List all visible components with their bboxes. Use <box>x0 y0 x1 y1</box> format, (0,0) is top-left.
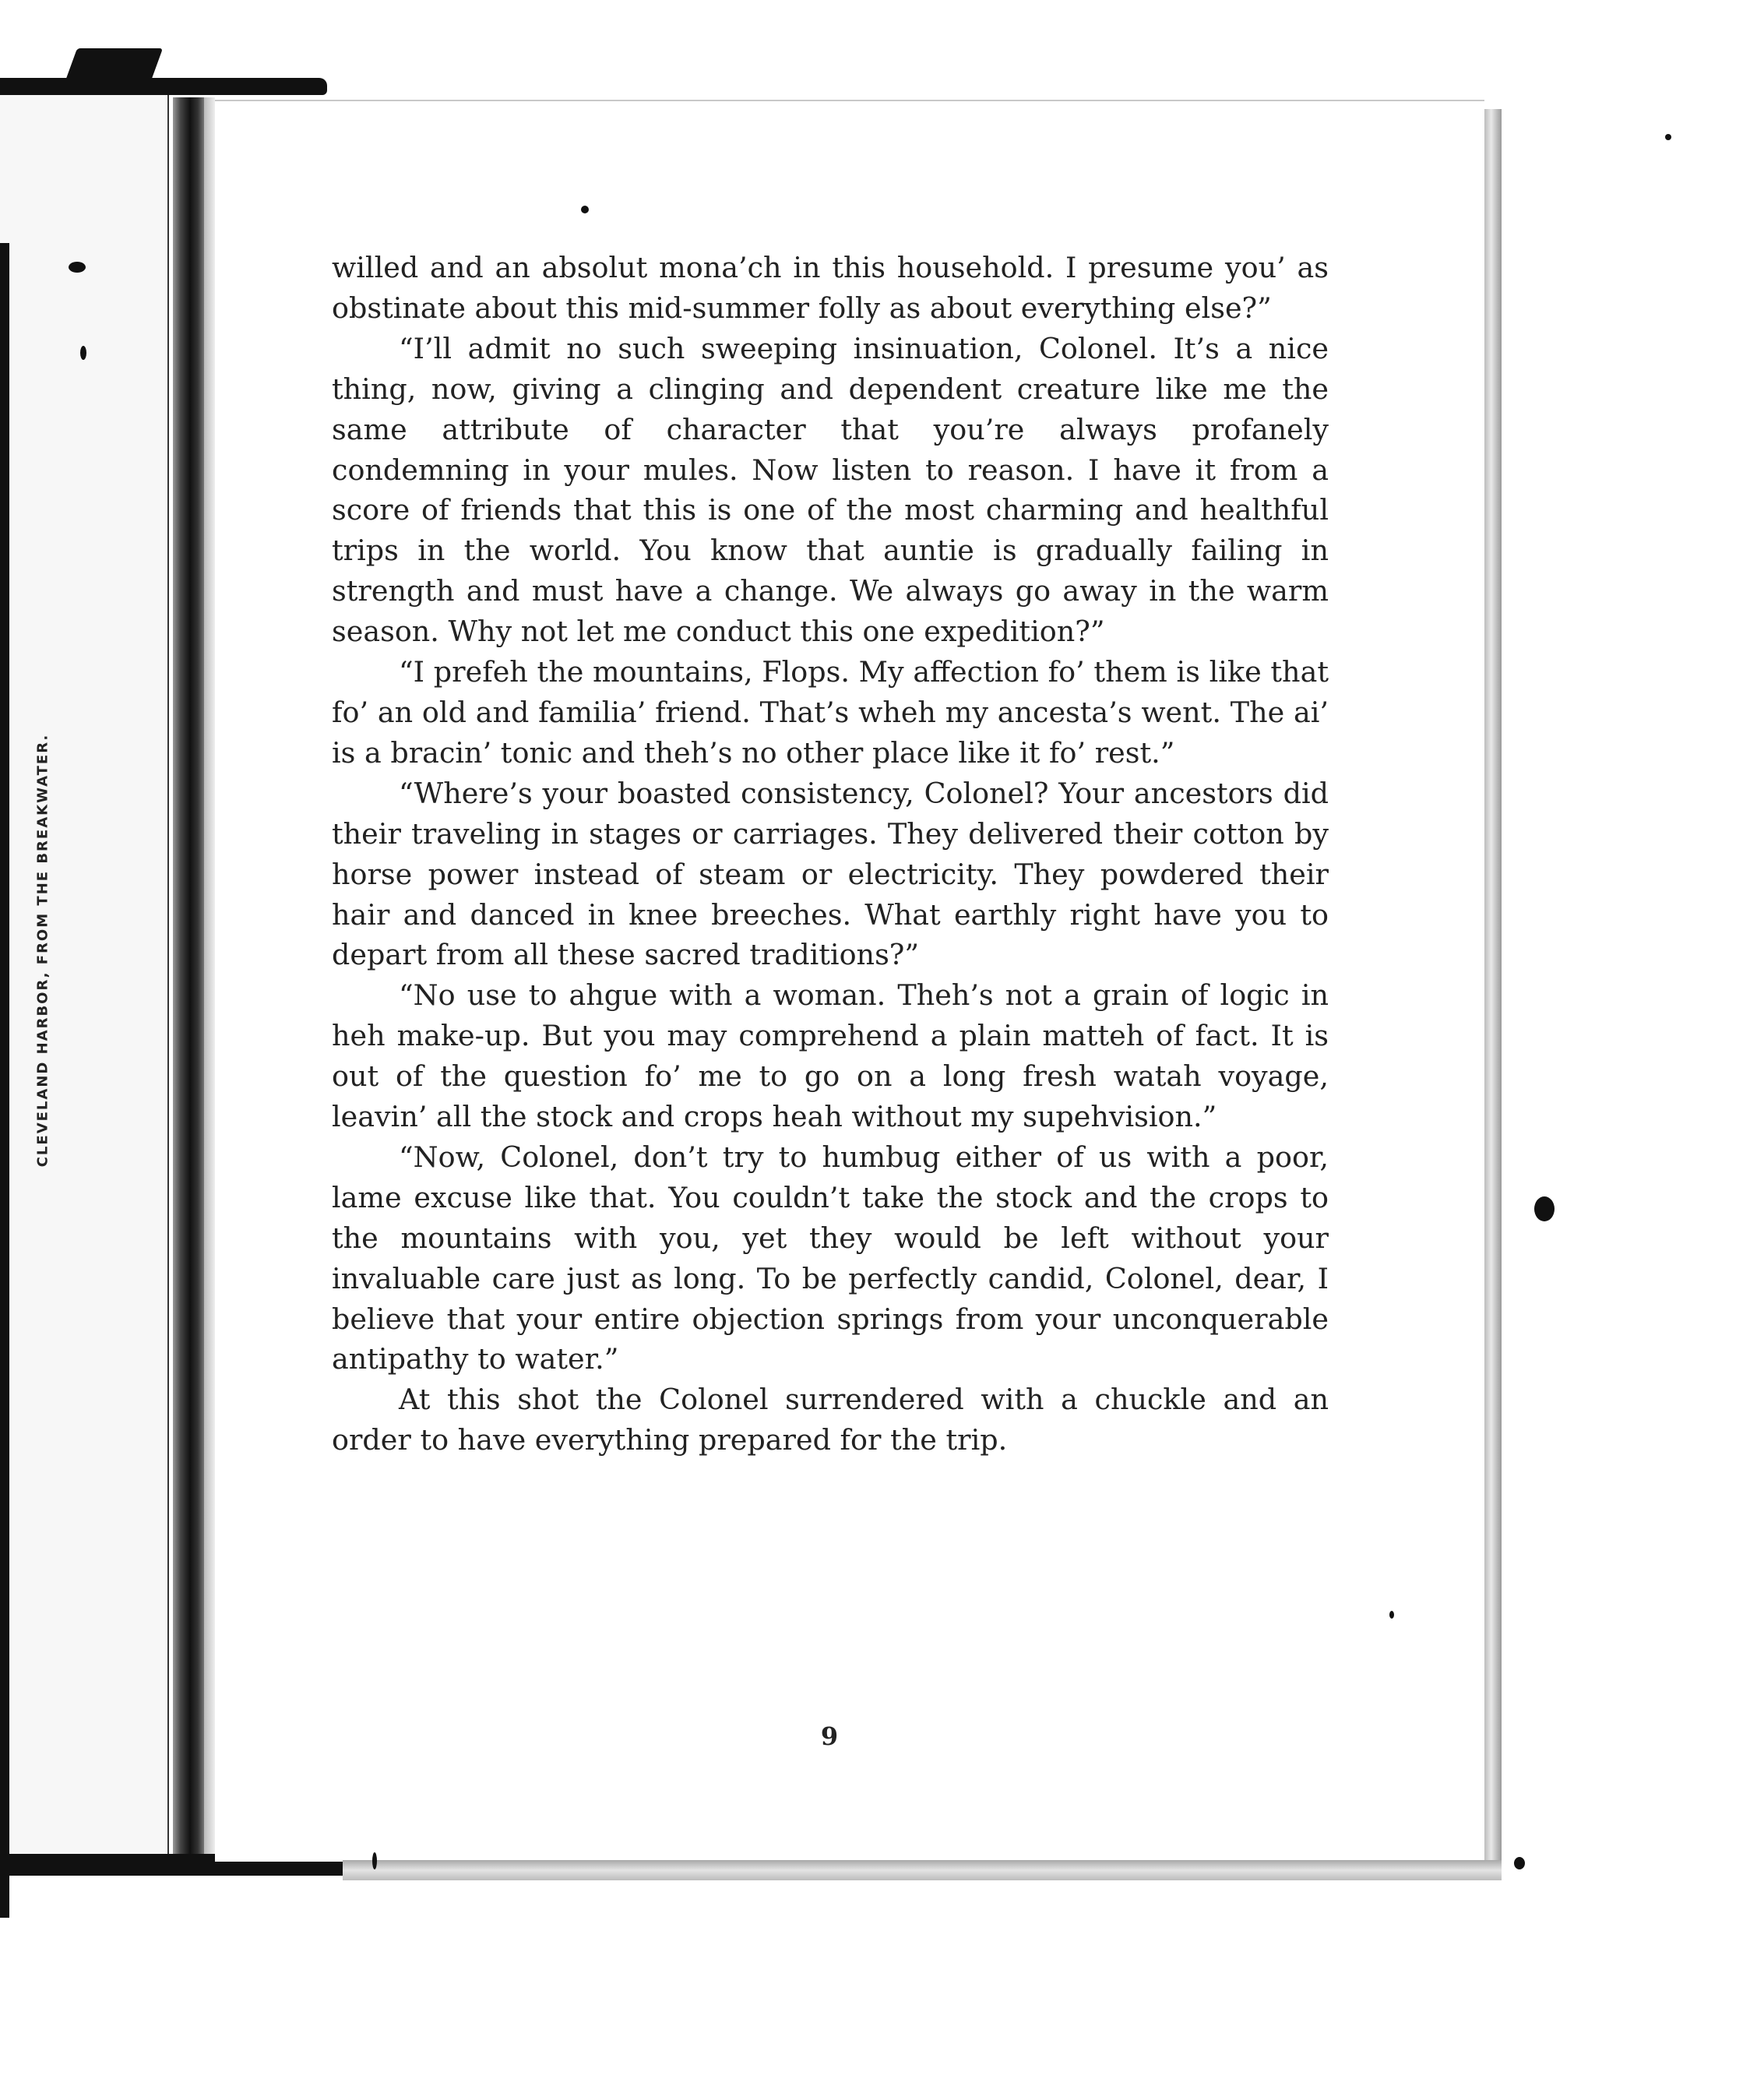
paragraph: “I prefeh the mountains, Flops. My affection fo’ them is like that fo’ an old and familia’ friend. That’s wheh my ancesta’s went. The ai’ is a bracin’ tonic and theh’s no other place like it fo’ rest.” <box>332 655 1329 770</box>
scan-speck <box>1534 1196 1555 1221</box>
scan-speck <box>1665 134 1671 140</box>
book-spine <box>173 97 204 1854</box>
facing-page-caption: CLEVELAND HARBOR, FROM THE BREAKWATER. <box>34 733 51 1168</box>
scan-speck <box>372 1852 377 1869</box>
page-edge-bottom <box>343 1860 1502 1880</box>
scan-speck <box>80 346 86 360</box>
paragraph: “No use to ahgue with a woman. Theh’s not a grain of logic in heh make-up. But you may comprehend a plain matteh of fact. It is out of the question fo’ me to go on a long fresh watah voyage, leavin’ all the stock and crops heah without my supehvision.” <box>332 978 1329 1134</box>
page-edge-right <box>1484 109 1502 1869</box>
paragraph: “I’ll admit no such sweeping insinuation, Colonel. It’s a nice thing, now, giving a clinging and dependent creature like me the same attribute of character that you’re always profanely condemning in your mules. Now listen to reason. I have it from a score of friends that this is one of the most charming and healthful trips in the world. You know that auntie is gradually failing in strength and must have a change. We always go away in the warm season. Why not let me conduct this one expedition?” <box>332 331 1329 649</box>
paragraph: “Now, Colonel, don’t try to humbug either of us with a poor, lame excuse like that. You couldn’t take the stock and the crops to the mountains with you, yet they would be left without your invaluable care just as long. To be perfectly candid, Colonel, dear, I believe that your entire objection springs from your unconquerable antipathy to water.” <box>332 1140 1329 1376</box>
scan-speck <box>69 262 86 273</box>
spine-gutter <box>204 97 215 1854</box>
binding-strip-top <box>0 78 327 95</box>
paragraph: willed and an absolut mona’ch in this household. I presume you’ as obstinate about this mid-summer folly as about everything else?” <box>332 251 1329 325</box>
paragraph: “Where’s your boasted consistency, Colonel? Your ancestors did their traveling in stages or carriages. They delivered their cotton by horse power instead of steam or electricity. They powdered their hair and danced in knee breeches. What earthly right have you to depart from all these sacred traditions?” <box>332 776 1329 972</box>
scan-speck <box>581 206 589 213</box>
body-text <box>332 248 1329 1460</box>
facing-page-caption-area <box>8 732 78 1168</box>
paragraph: At this shot the Colonel surrendered with a chuckle and an order to have everything prepared for the trip. <box>332 1383 1329 1457</box>
scan-speck <box>1514 1857 1525 1869</box>
scan-speck <box>1389 1611 1394 1619</box>
page-number: 9 <box>820 1721 839 1751</box>
